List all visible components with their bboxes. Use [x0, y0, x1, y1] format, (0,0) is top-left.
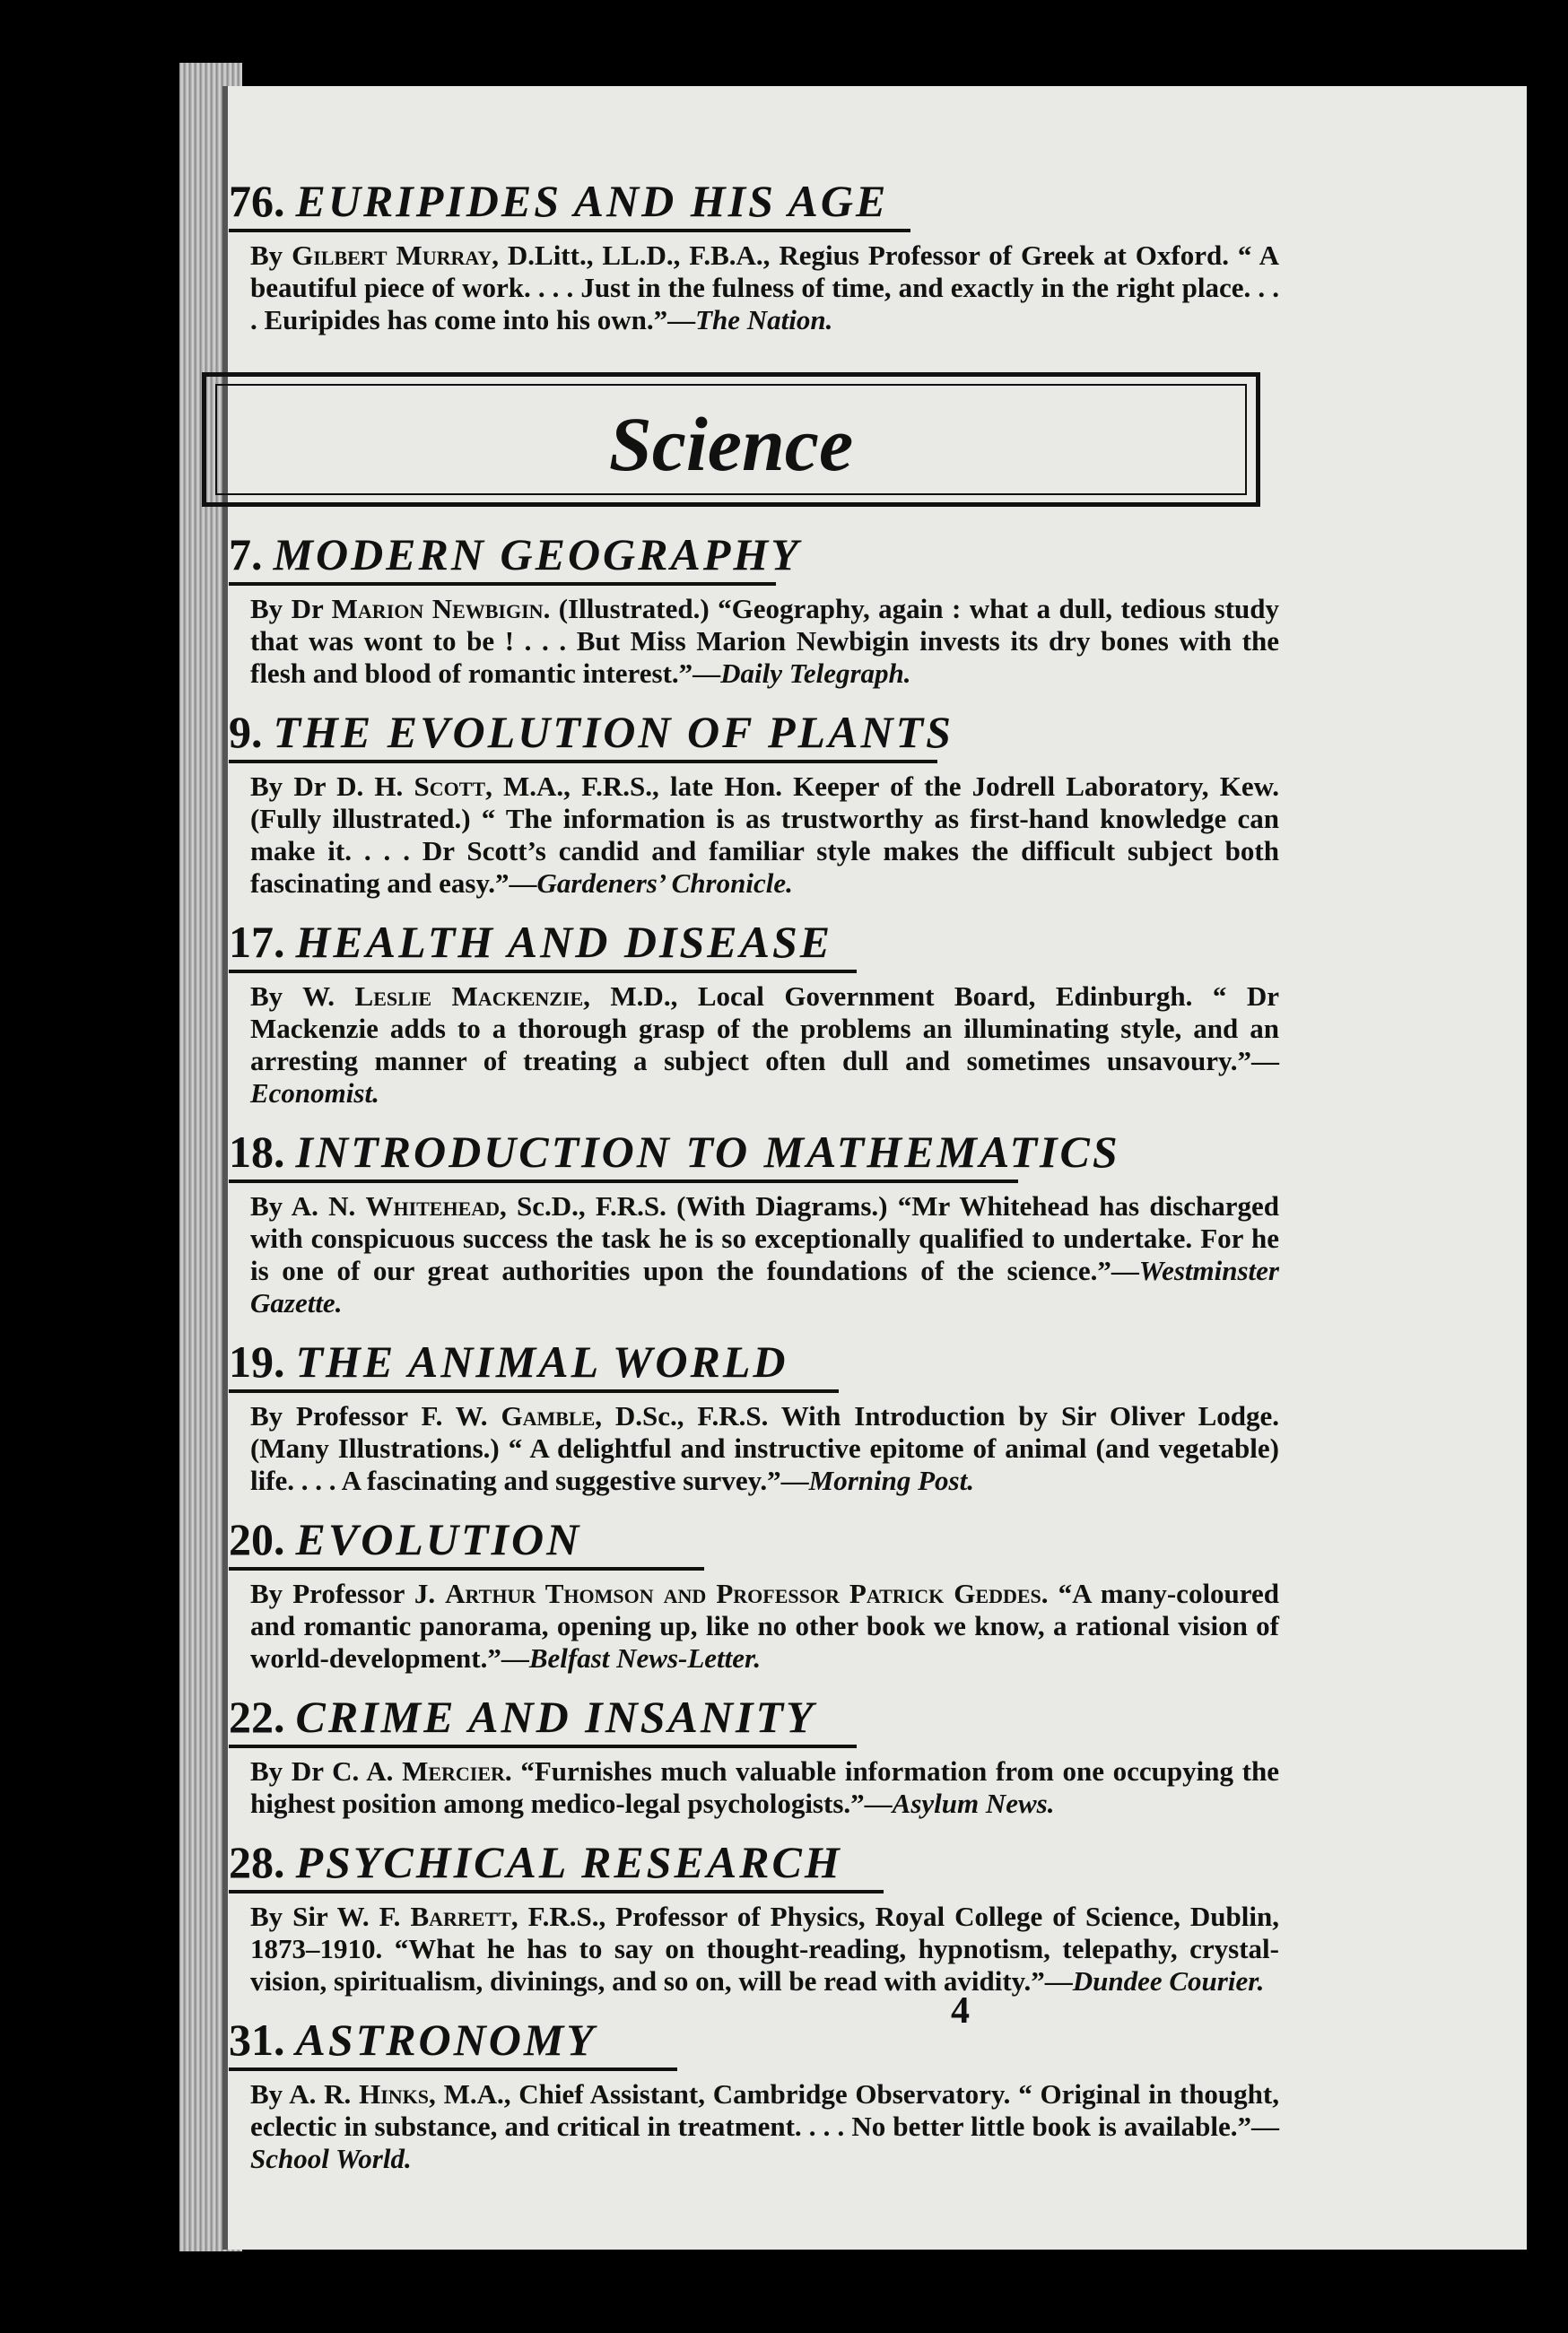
entry-heading [229, 175, 1126, 229]
author-prefix: By Professor J. [250, 1578, 436, 1609]
author-prefix: By Sir W. F. [250, 1901, 401, 1932]
page-content [229, 90, 1279, 2175]
review-source: Economist. [250, 1077, 379, 1109]
author-prefix: By Dr [250, 593, 324, 624]
entry-number: 9. [229, 707, 263, 757]
entry-description [229, 239, 1279, 336]
description-text: , D.Sc., F.R.S. With Introduction by Sir Oliver Lodge. (Many Illustrations.) “ A delightful and instructive epitome of animal (and vegetable) life. . . . A fascinating and suggestive survey.”— [250, 1400, 1279, 1496]
entry-heading [229, 706, 1279, 760]
review-source: The Nation. [695, 304, 833, 335]
entry-description [229, 1190, 1279, 1319]
entry-heading [229, 1126, 1279, 1180]
book-entry [229, 1126, 1279, 1319]
description-text: , M.A., F.R.S., late Hon. Keeper of the Jodrell Laboratory, Kew. (Fully illustrated.) “ The information is as trustworthy as first-hand knowledge can make it. . . . Dr Scott’s candid and familiar style makes the difficult subject both fascinating and easy.”— [250, 770, 1280, 899]
book-entry [229, 2014, 1279, 2175]
entry-number: 7. [229, 529, 263, 579]
review-source: Morning Post. [808, 1465, 974, 1496]
author-prefix: By Professor F. W. [250, 1400, 488, 1432]
title-rule [229, 1745, 857, 1748]
entries-list [229, 528, 1279, 2175]
title-rule [229, 582, 776, 586]
description-text: , F.R.S., Professor of Physics, Royal College of Science, Dublin, 1873–1910. “What he has to say on thought-reading, hypnotism, telepathy, crystal-vision, spiritualism, divinings, and so on, will be read with avidity.”— [250, 1901, 1280, 1997]
review-source: Westminster Gazette. [250, 1255, 1279, 1319]
book-entry [229, 1836, 1279, 1998]
author-prefix: By A. R. [250, 2078, 352, 2110]
entry-number: 17. [229, 917, 285, 967]
entry-description [229, 2078, 1279, 2175]
author-prefix: By A. N. [250, 1190, 356, 1222]
description-text: , Sc.D., F.R.S. (With Diagrams.) “Mr Whitehead has discharged with conspicuous success the task he is so exceptionally qualified to undertake. For he is one of our great authorities upon the foundations of the science.”— [250, 1190, 1279, 1286]
description-text: . (Illustrated.) “Geography, again : what a dull, tedious study that was wont to be ! . . . But Miss Marion Newbigin invests its dry bones with the flesh and blood of romantic interest.”— [250, 593, 1280, 689]
book-entry [229, 528, 1279, 690]
author-name: Marion Newbigin [331, 593, 544, 624]
entry-description [229, 1578, 1279, 1675]
entry-description [229, 1901, 1279, 1998]
entry-description [229, 980, 1279, 1110]
author-prefix: By [250, 239, 283, 271]
description-text: , M.D., Local Government Board, Edinburgh. “ Dr Mackenzie adds to a thorough grasp of the problems an illuminating style, and an arresting manner of treating a subject often dull and sometimes unsavoury.”— [250, 980, 1279, 1076]
review-source: Belfast News-Letter. [528, 1642, 762, 1674]
entry-title: HEALTH AND DISEASE [295, 917, 833, 967]
title-rule [229, 1389, 839, 1393]
author-prefix: By Dr C. A. [250, 1755, 394, 1787]
entry-number: 18. [229, 1127, 285, 1177]
entry-number: 31. [229, 2015, 285, 2065]
description-text: , D.Litt., LL.D., F.B.A., Regius Professor of Greek at Oxford. “ A beautiful piece of work. . . . Just in the fulness of time, and exactly in the right place. . . . Euripides has come into his own.”— [250, 239, 1279, 335]
section-heading: Science [608, 401, 854, 487]
author-name: Gamble [501, 1400, 596, 1432]
review-source: School World. [250, 2143, 412, 2174]
entry-description [229, 593, 1279, 690]
review-source: Gardeners’ Chronicle. [536, 867, 793, 899]
author-name: Gilbert Murray [292, 239, 492, 271]
entry-title: ASTRONOMY [295, 2015, 597, 2065]
entry-heading [229, 1691, 1279, 1745]
entry-heading [229, 1336, 1279, 1389]
entry-description [229, 1400, 1279, 1497]
title-rule [229, 760, 937, 763]
author-name: Whitehead [365, 1190, 501, 1222]
book-entry [229, 1513, 1279, 1675]
author-name: Barrett [410, 1901, 511, 1932]
entry-number: 19. [229, 1336, 285, 1387]
book-entry [229, 916, 1279, 1110]
entry-description [229, 1755, 1279, 1820]
book-entry [229, 1336, 1279, 1497]
title-rule [229, 229, 910, 232]
section-heading-box [202, 372, 1260, 507]
entry-title: CRIME AND INSANITY [295, 1692, 816, 1742]
entry-title: EURIPIDES AND HIS AGE [295, 176, 889, 226]
entry-number: 22. [229, 1692, 285, 1742]
entry-number: 28. [229, 1837, 285, 1887]
entry-heading [229, 1836, 1279, 1890]
description-text: . “Furnishes much valuable information from one occupying the highest position among medico-legal psychologists.”— [250, 1755, 1280, 1819]
author-prefix: By W. [250, 980, 335, 1012]
entry-description [229, 770, 1279, 900]
author-name: Scott [414, 770, 486, 802]
book-entry [229, 706, 1279, 900]
author-name: Leslie Mackenzie [354, 980, 584, 1012]
entry-title: MODERN GEOGRAPHY [273, 529, 801, 579]
entry-heading [229, 916, 1279, 970]
entry-heading [229, 528, 1279, 582]
page-number: 4 [951, 1990, 970, 2032]
review-source: Asylum News. [892, 1788, 1055, 1819]
entry-heading [229, 2014, 1279, 2067]
author-name: Hinks [359, 2078, 430, 2110]
description-text: , M.A., Chief Assistant, Cambridge Observatory. “ Original in thought, eclectic in substance, and critical in treatment. . . . No better little book is available.”— [250, 2078, 1279, 2142]
entry-title: PSYCHICAL RESEARCH [295, 1837, 842, 1887]
entry-title: THE ANIMAL WORLD [295, 1336, 788, 1387]
title-rule [229, 2067, 677, 2071]
entry-title: THE EVOLUTION OF PLANTS [273, 707, 954, 757]
book-entry-euripides [229, 175, 1279, 336]
author-prefix: By Dr D. H. [250, 770, 404, 802]
title-rule [229, 970, 857, 973]
title-rule [229, 1567, 704, 1571]
author-name: Mercier [402, 1755, 505, 1787]
review-source: Daily Telegraph. [720, 657, 911, 689]
review-source: Dundee Courier. [1072, 1965, 1265, 1997]
entry-heading [229, 1513, 1279, 1567]
author-name: Arthur Thomson and Professor Patrick Geddes [445, 1578, 1041, 1609]
book-entry [229, 1691, 1279, 1820]
description-text: . “A many-coloured and romantic panorama, opening up, like no other book we know, a rational vision of world-development.”— [250, 1578, 1279, 1674]
entry-number: 20. [229, 1514, 285, 1564]
entry-title: EVOLUTION [295, 1514, 582, 1564]
title-rule [229, 1890, 884, 1893]
entry-title: INTRODUCTION TO MATHEMATICS [295, 1127, 1120, 1177]
entry-number: 76. [229, 176, 285, 226]
title-rule [229, 1180, 1018, 1183]
